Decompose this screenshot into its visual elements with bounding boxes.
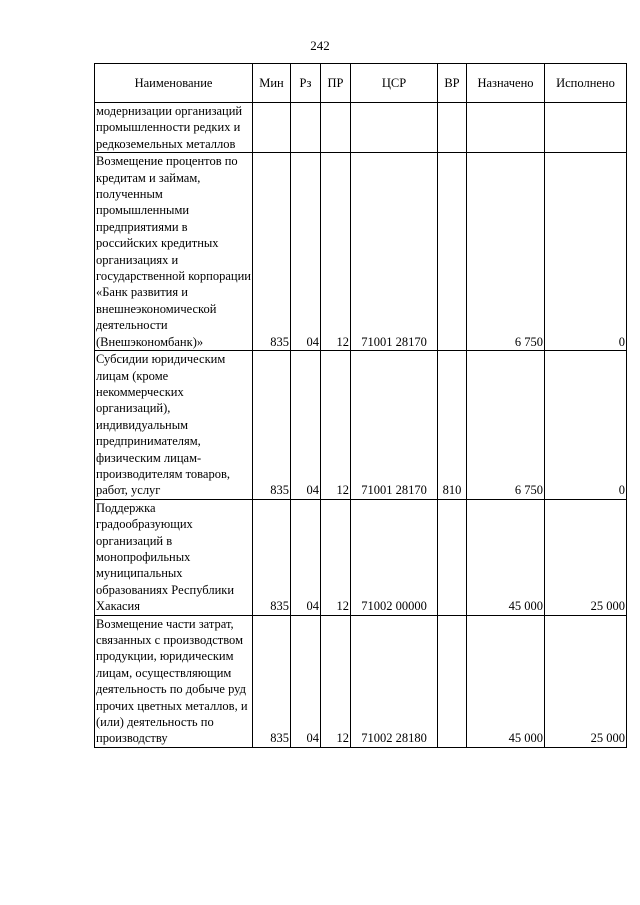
header-vr: ВР <box>438 64 467 103</box>
row-vr <box>438 499 467 615</box>
row-vr: 810 <box>438 351 467 500</box>
header-assigned: Назначено <box>467 64 545 103</box>
row-pr <box>321 103 351 153</box>
table-row <box>95 103 627 153</box>
header-rz: Рз <box>291 64 321 103</box>
table-row <box>95 153 627 351</box>
row-assigned <box>467 103 545 153</box>
table-header-row <box>95 64 627 103</box>
row-executed: 0 <box>545 351 627 500</box>
header-csr: ЦСР <box>351 64 438 103</box>
header-pr: ПР <box>321 64 351 103</box>
row-executed: 0 <box>545 153 627 351</box>
row-pr: 12 <box>321 499 351 615</box>
page-number: 242 <box>310 38 330 53</box>
row-min: 835 <box>253 153 291 351</box>
row-vr <box>438 103 467 153</box>
row-pr: 12 <box>321 153 351 351</box>
row-min: 835 <box>253 351 291 500</box>
row-name: Возмещение процентов по кредитам и займам, полученным промышленными предприятиями в российских кредитных организациях и государственной корпорации «Банк развития и внешнеэкономической деятельности (Внешэкономбанк)» <box>96 154 251 349</box>
row-min <box>253 103 291 153</box>
row-pr: 12 <box>321 615 351 747</box>
row-csr <box>351 103 438 153</box>
row-min: 835 <box>253 615 291 747</box>
row-vr <box>438 153 467 351</box>
row-assigned: 6 750 <box>467 153 545 351</box>
table-row <box>95 499 627 615</box>
table-row <box>95 615 627 747</box>
row-rz <box>291 103 321 153</box>
table-row <box>95 351 627 500</box>
row-rz: 04 <box>291 499 321 615</box>
row-rz: 04 <box>291 153 321 351</box>
row-csr: 71001 28170 <box>351 153 438 351</box>
row-executed: 25 000 <box>545 499 627 615</box>
row-min: 835 <box>253 499 291 615</box>
row-name: Поддержка градообразующих организаций в монопрофильных муниципальных образованиях Республики Хакасия <box>95 499 253 615</box>
row-csr: 71002 00000 <box>351 499 438 615</box>
row-vr <box>438 615 467 747</box>
budget-table <box>94 63 627 748</box>
header-min: Мин <box>253 64 291 103</box>
row-csr: 71002 28180 <box>351 615 438 747</box>
header-name: Наименование <box>95 64 253 103</box>
row-name: модернизации организаций промышленности редких и редкоземельных металлов <box>95 103 253 153</box>
row-assigned: 45 000 <box>467 499 545 615</box>
row-name: Возмещение части затрат, связанных с производством продукции, юридическим лицам, осуществляющим деятельность по добыче руд прочих цветных металлов, и (или) деятельность по производству <box>95 615 253 747</box>
row-executed: 25 000 <box>545 615 627 747</box>
row-csr: 71001 28170 <box>351 351 438 500</box>
row-assigned: 45 000 <box>467 615 545 747</box>
row-name: Субсидии юридическим лицам (кроме некоммерческих организаций), индивидуальным предпринимателям, физическим лицам-производителям товаров, работ, услуг <box>95 351 253 500</box>
row-executed <box>545 103 627 153</box>
header-executed: Исполнено <box>545 64 627 103</box>
row-rz: 04 <box>291 351 321 500</box>
row-rz: 04 <box>291 615 321 747</box>
row-pr: 12 <box>321 351 351 500</box>
row-assigned: 6 750 <box>467 351 545 500</box>
